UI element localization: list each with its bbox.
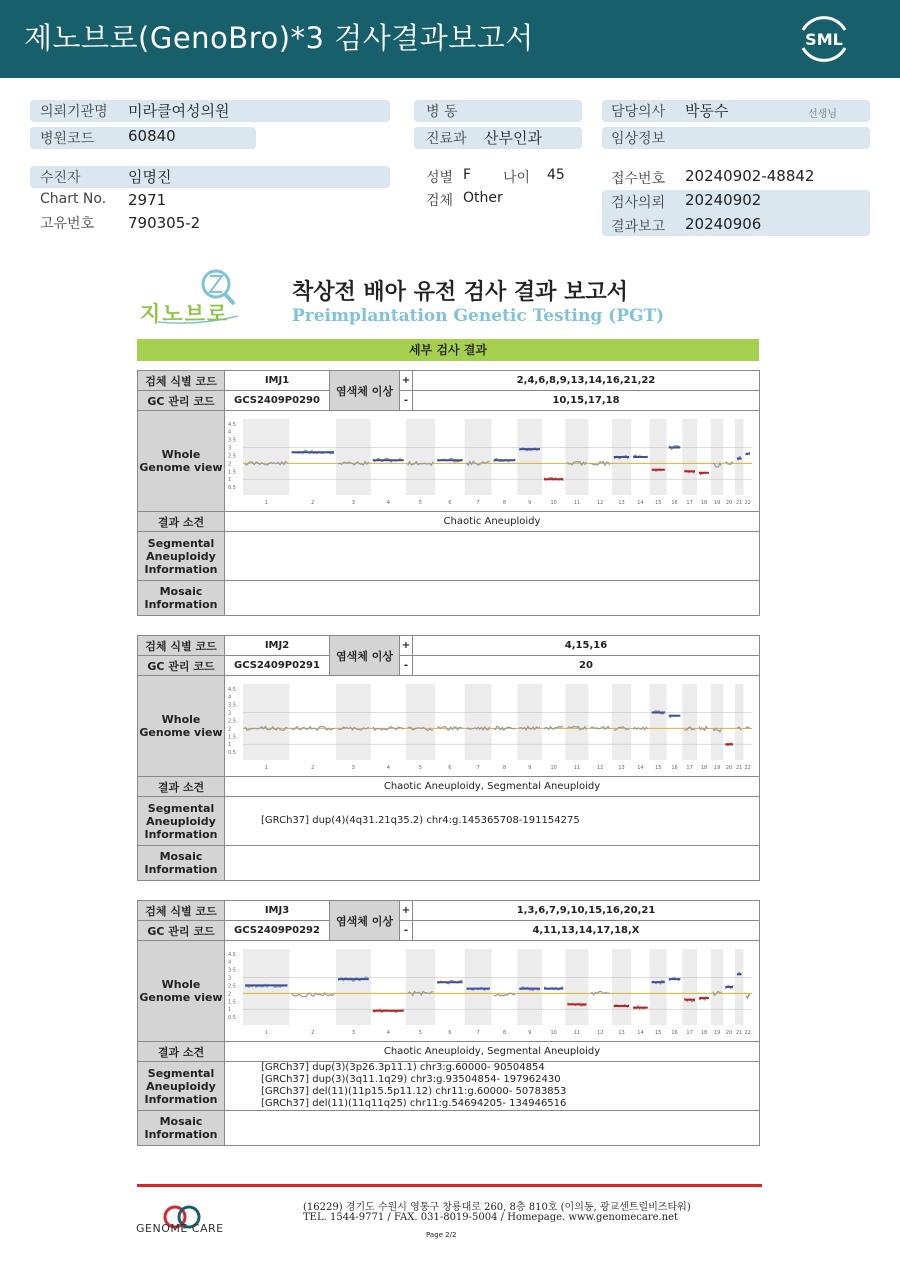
gc-code-value: GCS2409P0290 [225, 391, 330, 411]
ward-label: 병 동 [426, 104, 458, 120]
chromosome-band [711, 684, 723, 760]
doctor-suffix: 선생님 [808, 109, 837, 120]
sample-id-value: IMJ1 [225, 371, 330, 391]
gc-code-label: GC 관리 코드 [138, 921, 225, 941]
x-tick-label: 10 [550, 765, 557, 771]
x-tick-label: 6 [448, 1030, 452, 1036]
x-tick-label: 3 [351, 500, 355, 506]
x-tick-label: 11 [573, 500, 581, 506]
mosaic-label: Mosaic Information [138, 846, 225, 881]
unique-label: 고유번호 [40, 216, 95, 232]
result-date-label: 결과보고 [611, 219, 666, 235]
loss-chromosomes: 4,11,13,14,17,18,X [413, 921, 760, 941]
chart-value: 2971 [128, 191, 167, 209]
chromosome-band [565, 419, 588, 495]
chromosome-band [336, 419, 371, 495]
receipt-value: 20240902-48842 [685, 167, 815, 185]
x-tick-label: 5 [418, 500, 422, 506]
x-tick-label: 22 [744, 500, 751, 506]
patient-label: 수진자 [40, 170, 81, 186]
x-tick-label: 9 [528, 765, 532, 771]
y-tick-label: 3.5 [228, 702, 236, 709]
x-tick-label: 8 [502, 765, 507, 771]
y-tick-label: 3.5 [228, 967, 236, 974]
sml-logo-icon [795, 12, 853, 66]
loss-chromosomes: 20 [413, 656, 760, 676]
x-tick-label: 19 [713, 1030, 721, 1036]
x-tick-label: 19 [713, 765, 721, 771]
whole-genome-plot [225, 676, 760, 777]
copy-number-trace [746, 995, 751, 999]
copy-number-trace [437, 727, 463, 730]
y-tick-label: 4.5 [228, 686, 236, 693]
segmental-label: Segmental Aneuploidy Information [138, 1062, 225, 1111]
chromosome-band [735, 684, 744, 760]
genome-care-name: GENOME CARE [136, 1222, 224, 1235]
chromosome-band [465, 949, 492, 1025]
chromosome-band [682, 949, 697, 1025]
segmental-line: [GRCh37] dup(3)(3q11.1q29) chr3:g.93504854- 197962430 [261, 1074, 561, 1085]
x-tick-label: 7 [476, 765, 480, 771]
segmental-line: [GRCh37] dup(3)(3p26.3p11.1) chr3:g.60000- 90504854 [261, 1062, 545, 1073]
loss-sign: - [400, 656, 413, 676]
loss-sign: - [400, 391, 413, 411]
genome-plot-svg [225, 413, 757, 509]
gain-sign: + [400, 371, 413, 391]
x-tick-label: 13 [618, 500, 625, 506]
y-tick-label: 1.5 [228, 734, 236, 741]
sex-label: 성별 [426, 170, 454, 186]
y-tick-label: 1.5 [228, 999, 236, 1006]
y-tick-label: 4 [228, 959, 232, 966]
dept-value: 산부인과 [484, 129, 542, 147]
receipt-label: 접수번호 [611, 171, 666, 187]
x-tick-label: 9 [528, 500, 532, 506]
whole-genome-label: Whole Genome view [138, 676, 225, 777]
specimen-label: 검체 [426, 193, 454, 209]
x-tick-label: 22 [744, 765, 751, 771]
result-value: Chaotic Aneuploidy [225, 512, 760, 532]
chromosome-band [711, 419, 723, 495]
result-value: Chaotic Aneuploidy, Segmental Aneuploidy [225, 1042, 760, 1062]
x-tick-label: 22 [744, 1030, 751, 1036]
x-tick-label: 19 [713, 500, 721, 506]
chromosome-band [682, 684, 697, 760]
gc-code-label: GC 관리 코드 [138, 656, 225, 676]
institution-value: 미라클여성의원 [128, 102, 230, 120]
chromosome-band [465, 419, 492, 495]
x-tick-label: 21 [736, 1030, 743, 1036]
x-tick-label: 12 [597, 500, 604, 506]
x-tick-label: 11 [573, 1030, 581, 1036]
x-tick-label: 9 [528, 1030, 532, 1036]
y-tick-label: 0.5 [228, 1015, 236, 1022]
institution-label: 의뢰기관명 [40, 104, 108, 120]
y-tick-label: 1 [228, 1007, 232, 1014]
gain-chromosomes: 4,15,16 [413, 636, 760, 656]
x-tick-label: 10 [550, 1030, 557, 1036]
x-tick-label: 10 [550, 500, 557, 506]
chromosome-band [406, 419, 435, 495]
page-number: Page 2/2 [426, 1231, 457, 1239]
x-tick-label: 21 [736, 500, 743, 506]
x-tick-label: 14 [637, 500, 644, 506]
page-title: 제노브로(GenoBro)*3 검사결과보고서 [24, 21, 534, 55]
x-tick-label: 8 [502, 1030, 507, 1036]
genobro-brand: 지노브로 [140, 302, 230, 326]
unique-value: 790305-2 [128, 214, 201, 232]
abnormal-label: 염색체 이상 [330, 636, 400, 676]
chromosome-band [735, 949, 744, 1025]
request-label: 검사의뢰 [611, 195, 666, 211]
y-tick-label: 2 [228, 991, 232, 998]
chromosome-band [406, 949, 435, 1025]
sample-id-value: IMJ3 [225, 901, 330, 921]
x-tick-label: 12 [597, 765, 604, 771]
patient-pill [30, 166, 390, 188]
chromosome-band [243, 684, 290, 760]
x-tick-label: 16 [671, 1030, 678, 1036]
x-tick-label: 13 [618, 765, 625, 771]
hospital-code-label: 병원코드 [40, 131, 95, 147]
abnormal-label: 염색체 이상 [330, 901, 400, 941]
y-tick-label: 2.5 [228, 718, 236, 725]
mosaic-value [225, 1111, 760, 1146]
sample-id-label: 검체 식별 코드 [138, 901, 225, 921]
x-tick-label: 14 [637, 1030, 644, 1036]
x-tick-label: 4 [386, 1030, 390, 1036]
y-tick-label: 2.5 [228, 453, 236, 460]
x-tick-label: 20 [725, 500, 733, 506]
report-title-en: Preimplantation Genetic Testing (PGT) [292, 306, 665, 326]
x-tick-label: 1 [264, 1030, 268, 1036]
x-tick-label: 13 [618, 1030, 625, 1036]
gain-sign: + [400, 636, 413, 656]
segmental-value [225, 1062, 760, 1111]
x-tick-label: 16 [671, 500, 678, 506]
chromosome-band [612, 949, 631, 1025]
chromosome-band [517, 684, 542, 760]
segmental-label: Segmental Aneuploidy Information [138, 797, 225, 846]
gain-chromosomes: 2,4,6,8,9,13,14,16,21,22 [413, 371, 760, 391]
chromosome-band [517, 419, 542, 495]
x-tick-label: 17 [686, 1030, 693, 1036]
whole-genome-label: Whole Genome view [138, 411, 225, 512]
x-tick-label: 21 [736, 765, 743, 771]
doctor-label: 담당의사 [611, 104, 666, 120]
x-tick-label: 15 [655, 500, 662, 506]
x-tick-label: 18 [700, 500, 708, 506]
whole-genome-plot [225, 411, 760, 512]
copy-number-trace [292, 726, 335, 730]
sample-block [137, 635, 759, 881]
chromosome-band [650, 684, 667, 760]
result-value: Chaotic Aneuploidy, Segmental Aneuploidy [225, 777, 760, 797]
x-tick-label: 6 [448, 765, 452, 771]
age-label: 나이 [503, 170, 531, 186]
gc-code-value: GCS2409P0291 [225, 656, 330, 676]
copy-number-trace [591, 726, 610, 729]
chromosome-band [406, 684, 435, 760]
segmental-line: [GRCh37] del(11)(11p15.5p11.12) chr11:g.60000- 50783853 [261, 1086, 567, 1097]
chromosome-band [650, 949, 667, 1025]
sample-id-label: 검체 식별 코드 [138, 371, 225, 391]
chromosome-band [517, 949, 542, 1025]
mosaic-value [225, 581, 760, 616]
doctor-value: 박동수 [685, 102, 729, 120]
y-tick-label: 3 [228, 975, 232, 982]
x-tick-label: 20 [725, 765, 733, 771]
y-tick-label: 2 [228, 461, 232, 468]
section-bar: 세부 검사 결과 [137, 339, 759, 361]
chromosome-band [336, 949, 371, 1025]
request-value: 20240902 [685, 191, 762, 209]
y-tick-label: 3 [228, 710, 232, 717]
sample-block [137, 370, 759, 616]
x-tick-label: 11 [573, 765, 581, 771]
chromosome-band [612, 684, 631, 760]
chromosome-band [682, 419, 697, 495]
whole-genome-label: Whole Genome view [138, 941, 225, 1042]
x-tick-label: 15 [655, 765, 662, 771]
segmental-line: [GRCh37] del(11)(11q11q25) chr11:g.54694205- 134946516 [261, 1098, 567, 1109]
chromosome-band [650, 419, 667, 495]
chromosome-band [336, 684, 371, 760]
x-tick-label: 5 [418, 765, 422, 771]
gain-chromosomes: 1,3,6,7,9,10,15,16,20,21 [413, 901, 760, 921]
loss-sign: - [400, 921, 413, 941]
y-tick-label: 3.5 [228, 437, 236, 444]
footer-address: (16229) 경기도 수원시 영통구 창룡대로 260, 8층 810호 (이의동, 광교센트럴비즈타워) [303, 1202, 691, 1213]
y-tick-label: 4.5 [228, 421, 236, 428]
y-tick-label: 0.5 [228, 750, 236, 757]
x-tick-label: 8 [502, 500, 507, 506]
x-tick-label: 3 [351, 765, 355, 771]
footer-contact: TEL. 1544-9771 / FAX. 031-8019-5004 / Homepage. www.genomecare.net [303, 1212, 679, 1223]
result-date-value: 20240906 [685, 215, 762, 233]
x-tick-label: 12 [597, 1030, 604, 1036]
y-tick-label: 0.5 [228, 485, 236, 492]
y-tick-label: 1 [228, 477, 232, 484]
x-tick-label: 17 [686, 500, 693, 506]
gc-code-label: GC 관리 코드 [138, 391, 225, 411]
header-bar [0, 0, 900, 78]
result-label: 결과 소견 [138, 777, 225, 797]
x-tick-label: 2 [311, 1030, 315, 1036]
chart-label: Chart No. [40, 191, 107, 207]
y-tick-label: 3 [228, 445, 232, 452]
whole-genome-plot [225, 941, 760, 1042]
sample-table [137, 900, 760, 1146]
x-tick-label: 14 [637, 765, 644, 771]
segmental-line: [GRCh37] dup(4)(4q31.21q35.2) chr4:g.145365708-191154275 [261, 815, 580, 826]
x-tick-label: 17 [686, 765, 693, 771]
chromosome-band [711, 949, 723, 1025]
sample-id-label: 검체 식별 코드 [138, 636, 225, 656]
x-tick-label: 5 [418, 1030, 422, 1036]
hospital-code-value: 60840 [128, 127, 176, 145]
x-tick-label: 15 [655, 1030, 662, 1036]
y-tick-label: 4 [228, 429, 232, 436]
patient-value: 임명진 [128, 168, 172, 186]
x-tick-label: 4 [386, 765, 390, 771]
x-tick-label: 2 [311, 500, 315, 506]
clinical-label: 임상정보 [611, 131, 666, 147]
genome-plot-svg [225, 943, 757, 1039]
sex-value: F [463, 167, 472, 183]
mosaic-label: Mosaic Information [138, 1111, 225, 1146]
chromosome-band [465, 684, 492, 760]
specimen-value: Other [463, 190, 503, 206]
age-value: 45 [547, 167, 565, 183]
segmental-label: Segmental Aneuploidy Information [138, 532, 225, 581]
sml-logo-text: SML [805, 30, 843, 49]
mosaic-label: Mosaic Information [138, 581, 225, 616]
mosaic-value [225, 846, 760, 881]
x-tick-label: 7 [476, 500, 480, 506]
gain-sign: + [400, 901, 413, 921]
result-label: 결과 소견 [138, 512, 225, 532]
x-tick-label: 2 [311, 765, 315, 771]
x-tick-label: 7 [476, 1030, 480, 1036]
loss-chromosomes: 10,15,17,18 [413, 391, 760, 411]
y-tick-label: 1 [228, 742, 232, 749]
x-tick-label: 6 [448, 500, 452, 506]
x-tick-label: 4 [386, 500, 390, 506]
abnormal-label: 염색체 이상 [330, 371, 400, 411]
report-title-ko: 착상전 배아 유전 검사 결과 보고서 [292, 280, 628, 305]
genome-plot-svg [225, 678, 757, 774]
gc-code-value: GCS2409P0292 [225, 921, 330, 941]
x-tick-label: 1 [264, 500, 268, 506]
x-tick-label: 18 [700, 1030, 708, 1036]
x-tick-label: 20 [725, 1030, 733, 1036]
chromosome-band [565, 684, 588, 760]
segmental-value [225, 532, 760, 581]
sample-id-value: IMJ2 [225, 636, 330, 656]
y-tick-label: 4 [228, 694, 232, 701]
x-tick-label: 18 [700, 765, 708, 771]
segmental-value [225, 797, 760, 846]
sample-table [137, 635, 760, 881]
dept-label: 진료과 [426, 131, 467, 147]
chromosome-band [565, 949, 588, 1025]
sample-table [137, 370, 760, 616]
x-tick-label: 3 [351, 1030, 355, 1036]
x-tick-label: 16 [671, 765, 678, 771]
copy-number-trace [633, 727, 648, 730]
footer-divider [137, 1184, 762, 1187]
x-tick-label: 1 [264, 765, 268, 771]
y-tick-label: 4.5 [228, 951, 236, 958]
result-label: 결과 소견 [138, 1042, 225, 1062]
y-tick-label: 2.5 [228, 983, 236, 990]
y-tick-label: 2 [228, 726, 232, 733]
sample-block [137, 900, 759, 1146]
chromosome-band [243, 419, 290, 495]
y-tick-label: 1.5 [228, 469, 236, 476]
